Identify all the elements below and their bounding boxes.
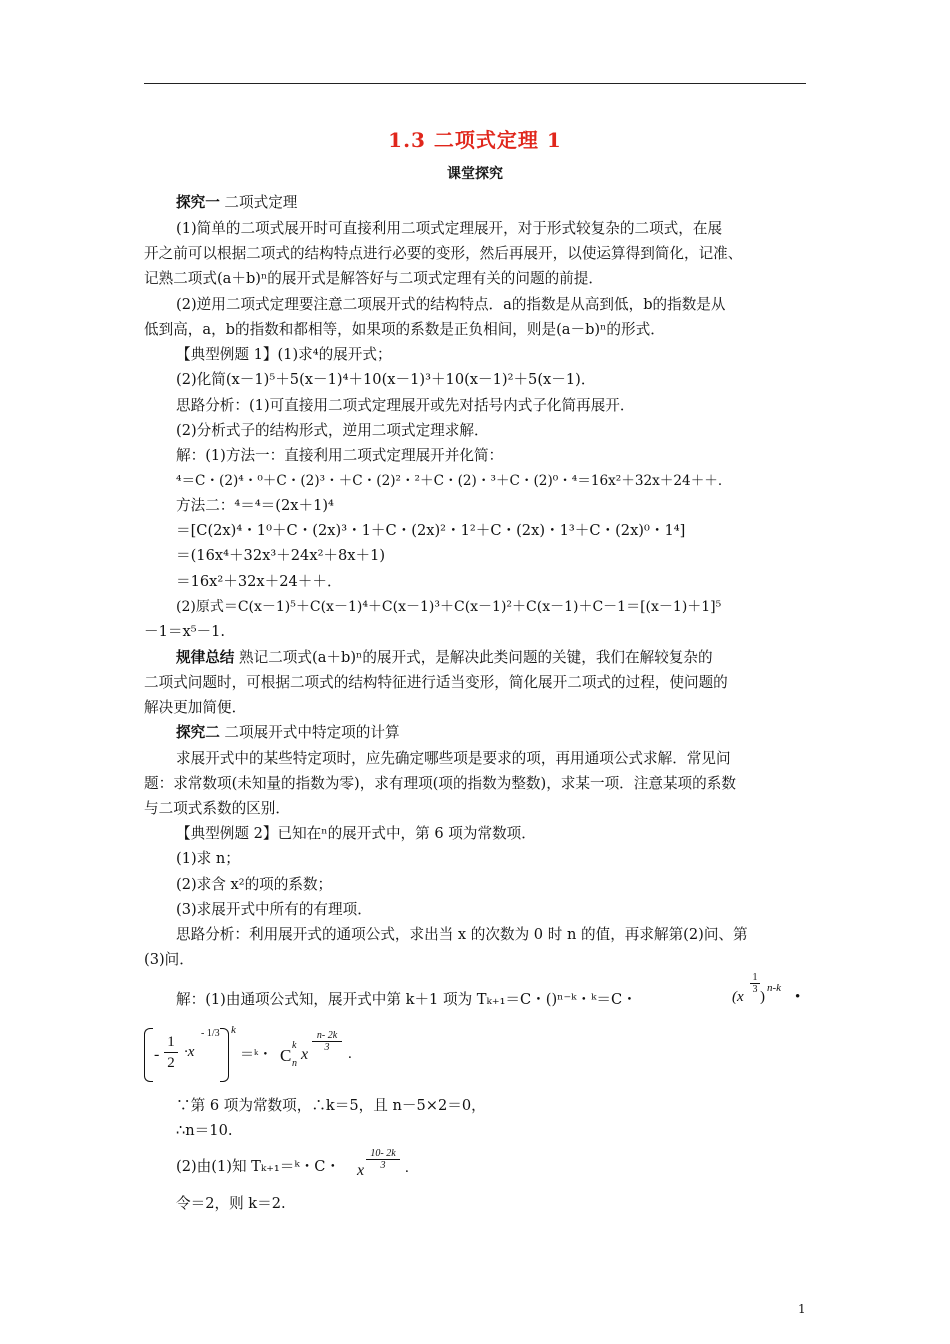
x-variable: x: [357, 1162, 365, 1179]
solution-line: ∴n＝10.: [176, 1122, 233, 1139]
paragraph-line: (2)逆用二项式定理要注意二项展开式的结构特点．a的指数是从高到低，b的指数是从: [176, 296, 726, 313]
binomial-n: n: [292, 1058, 297, 1069]
binomial-c: C: [280, 1046, 292, 1065]
x-variable: x: [301, 1046, 309, 1063]
heading-explore-1: [176, 193, 808, 213]
equation-line: ＝16x²＋32x＋24＋＋．: [176, 573, 342, 590]
example-1-heading: 【典型例题 1】(1)求⁴的展开式；: [176, 346, 392, 363]
formula-dot: •: [795, 989, 801, 1005]
formula-close-paren: ): [760, 989, 765, 1005]
x-exponent-fraction: [366, 1148, 400, 1171]
heading-explore-2: [176, 723, 808, 743]
exp-denominator: 3: [752, 984, 758, 995]
paragraph-line: (1)简单的二项式展开时可直接利用二项式定理展开，对于形式较复杂的二项式，在展: [176, 220, 723, 237]
paragraph-line: 题：求常数项(未知量的指数为零)，求有理项(项的指数为整数)，求某一项．注意某项的系数: [144, 775, 736, 792]
paragraph-line: 记熟二项式(a＋b)ⁿ的展开式是解答好与二项式定理有关的问题的前提．: [144, 270, 603, 287]
exp-denominator: 3: [380, 1160, 386, 1171]
formula-general-term: [144, 1024, 374, 1086]
formula-exp-fraction: [750, 972, 760, 995]
equation-line: ＝[C(2x)⁴・1⁰＋C・(2x)³・1＋C・(2x)²・1²＋C・(2x)・1³＋C・(2x)⁰・1⁴]: [176, 522, 686, 539]
minus-sign: -: [154, 1046, 160, 1063]
paragraph-line: (2)化简(x－1)⁵＋5(x－1)⁴＋10(x－1)³＋10(x－1)²＋5(x－1)．: [176, 371, 596, 388]
paragraph-line: 开之前可以根据二项式的结构特点进行必要的变形，然后再展开，以使运算得到简化，记准、: [144, 245, 743, 262]
formula-base: (x: [732, 989, 744, 1005]
equals-part: ＝ᵏ・: [240, 1048, 273, 1063]
right-paren: [220, 1028, 229, 1082]
paragraph-line: 解决更加简便．: [144, 699, 247, 716]
solution-line: ∵第 6 项为常数项，∴k＝5，且 n－5×2＝0，: [176, 1097, 486, 1114]
period: .: [405, 1160, 409, 1176]
equation-line: ⁴＝C・(2)⁴・⁰＋C・(2)³・＋C・(2)²・²＋C・(2)・³＋C・(2)⁰・⁴＝16x²＋32x＋24＋＋．: [176, 473, 732, 489]
binomial-k: k: [292, 1040, 297, 1051]
exp-numerator: n- 2k: [312, 1030, 342, 1042]
heading-text: 二项展开式中特定项的计算: [219, 724, 400, 741]
heading-label: 探究二: [176, 724, 220, 741]
heading-label: 探究一: [176, 194, 220, 211]
paragraph-line: 解：(1)方法一：直接利用二项式定理展开并化简：: [176, 447, 504, 464]
section-subtitle: 课堂探究: [447, 166, 503, 182]
equation-line: －1＝x⁵－1.: [144, 623, 226, 640]
equation-line: (2)原式＝C(x－1)⁵＋C(x－1)⁴＋C(x－1)³＋C(x－1)²＋C(x－1)＋C－1＝[(x－1)＋1]⁵: [176, 599, 722, 615]
paragraph-line: (3)问．: [144, 951, 194, 968]
paragraph-line: (2)分析式子的结构形式，逆用二项式定理求解．: [176, 422, 489, 439]
page-number: 1: [798, 1302, 806, 1316]
numerator: 1: [164, 1032, 178, 1053]
paragraph-line: 与二项式系数的区别．: [144, 800, 290, 817]
solution-line: (2)由(1)知 Tₖ₊₁＝ᵏ・C・: [176, 1158, 341, 1175]
paragraph-line: (1)求 n；: [176, 850, 240, 867]
paragraph-line: 二项式问题时，可根据二项式的结构特征进行适当变形，简化展开二项式的过程，使问题的: [144, 674, 728, 691]
solution-line: 解：(1)由通项公式知，展开式中第 k＋1 项为 Tₖ₊₁＝C・()ⁿ⁻ᵏ・ᵏ＝C・: [176, 991, 637, 1008]
equation-line: 方法二：⁴＝⁴＝(2x＋1)⁴: [176, 497, 334, 514]
exp-numerator: 1: [750, 972, 760, 984]
x-variable: ·x: [184, 1044, 195, 1060]
x-exponent: - 1/3: [201, 1028, 220, 1039]
summary-label: 规律总结: [176, 649, 235, 666]
paragraph-line: 思路分析：(1)可直接用二项式定理展开或先对括号内式子化简再展开．: [176, 397, 635, 414]
paragraph-line: (2)求含 x²的项的系数；: [176, 876, 333, 893]
paragraph-line: 思路分析：利用展开式的通项公式，求出当 x 的次数为 0 时 n 的值，再求解第(2)问、第: [176, 926, 748, 943]
x-exponent-fraction: [312, 1030, 342, 1053]
header-rule: [144, 83, 806, 84]
paragraph-line: 求展开式中的某些特定项时，应先确定哪些项是要求的项，再用通项公式求解．常见问: [176, 750, 731, 767]
summary-text: 熟记二项式(a＋b)ⁿ的展开式，是解决此类问题的关键，我们在解较复杂的: [234, 649, 713, 666]
exp-numerator: 10- 2k: [366, 1148, 400, 1160]
formula-x-power: [357, 1148, 417, 1184]
fraction-one-half: [164, 1032, 178, 1073]
left-paren: [144, 1028, 153, 1082]
heading-text: 二项式定理: [219, 194, 298, 211]
paragraph-line: 低到高，a，b的指数和都相等，如果项的系数是正负相间，则是(a－b)ⁿ的形式．: [144, 321, 665, 338]
formula-power: n-k: [767, 982, 782, 994]
solution-line: 令＝2，则 k＝2.: [176, 1195, 286, 1212]
paragraph-line: (3)求展开式中所有的有理项．: [176, 901, 372, 918]
page-title: 1.3 二项式定理 1: [388, 128, 562, 152]
exp-denominator: 3: [324, 1042, 330, 1053]
formula-x-one-third-power: [732, 972, 808, 1012]
period: .: [348, 1046, 352, 1062]
example-2-heading: 【典型例题 2】已知在ⁿ的展开式中，第 6 项为常数项．: [176, 825, 536, 842]
outer-power: k: [231, 1024, 236, 1036]
denominator: 2: [167, 1055, 175, 1071]
summary-heading: [176, 648, 808, 668]
equation-line: ＝(16x⁴＋32x³＋24x²＋8x＋1): [176, 547, 386, 564]
